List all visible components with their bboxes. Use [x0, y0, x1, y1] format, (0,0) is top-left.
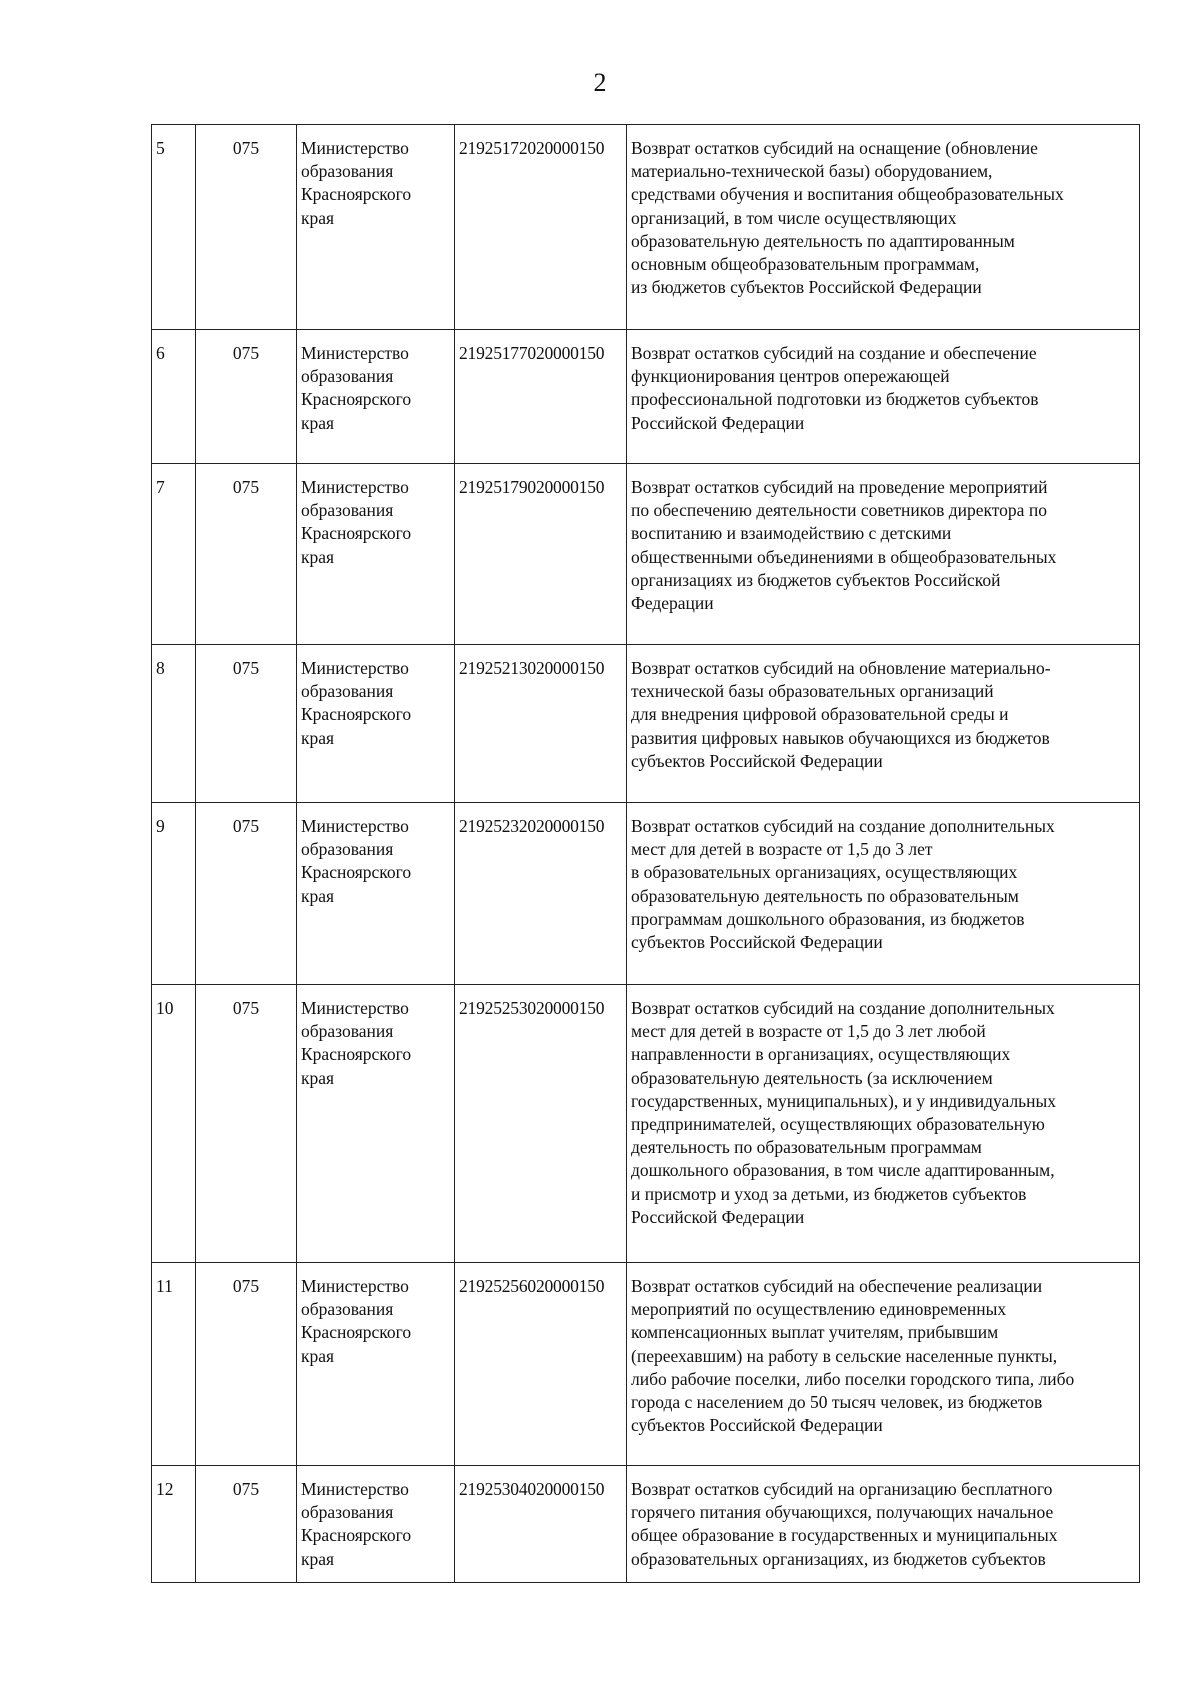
- admin-code: 075: [196, 645, 297, 803]
- description-line: мест для детей в возрасте от 1,5 до 3 лет: [631, 839, 933, 860]
- description-line: (переехавшим) на работу в сельские населенные пункты,: [631, 1345, 1058, 1366]
- organization-line: Министерство: [301, 477, 409, 497]
- description-line: образовательную деятельность (за исключением: [631, 1067, 993, 1088]
- description-line: субъектов Российской Федерации: [631, 932, 883, 953]
- organization-line: Красноярского: [301, 389, 412, 410]
- organization-line: края: [301, 1067, 335, 1088]
- table-row: [152, 1466, 1140, 1583]
- description-line: дошкольного образования, в том числе адаптированным,: [631, 1160, 1055, 1181]
- admin-code: 075: [196, 330, 297, 464]
- description-line: технической базы образовательных организаций: [631, 681, 994, 702]
- row-number: 12: [152, 1466, 196, 1583]
- description-line: воспитанию и взаимодействию с детскими: [631, 523, 952, 544]
- budget-classification-code: 21925179020000150: [455, 464, 627, 645]
- income-description: [627, 125, 1140, 330]
- organization-line: Министерство: [301, 816, 409, 836]
- organization-line: Министерство: [301, 998, 409, 1018]
- admin-code: 075: [196, 985, 297, 1263]
- organization-line: образования: [301, 366, 394, 387]
- organization-line: образования: [301, 161, 394, 182]
- organization-name: [297, 985, 455, 1263]
- description-line: Возврат остатков субсидий на обновление материально-: [631, 658, 1051, 678]
- description-line: предпринимателей, осуществляющих образовательную: [631, 1114, 1045, 1135]
- budget-classification-code: 21925253020000150: [455, 985, 627, 1263]
- budget-codes-table: [151, 124, 1140, 1583]
- description-line: субъектов Российской Федерации: [631, 1415, 883, 1436]
- description-line: мест для детей в возрасте от 1,5 до 3 лет любой: [631, 1021, 986, 1042]
- organization-line: Красноярского: [301, 1525, 412, 1546]
- organization-line: образования: [301, 1021, 394, 1042]
- description-line: для внедрения цифровой образовательной среды и: [631, 704, 1009, 725]
- description-line: Российской Федерации: [631, 412, 805, 433]
- description-line: по обеспечению деятельности советников директора по: [631, 500, 1047, 521]
- budget-classification-code: 21925213020000150: [455, 645, 627, 803]
- table-row: [152, 985, 1140, 1263]
- description-line: Возврат остатков субсидий на проведение мероприятий: [631, 477, 1048, 497]
- description-line: горячего питания обучающихся, получающих начальное: [631, 1502, 1054, 1523]
- description-line: образовательную деятельность по адаптированным: [631, 230, 1015, 251]
- description-line: Возврат остатков субсидий на организацию бесплатного: [631, 1479, 1053, 1499]
- table-row: [152, 330, 1140, 464]
- description-line: Возврат остатков субсидий на создание дополнительных: [631, 998, 1055, 1018]
- description-line: Российской Федерации: [631, 1206, 805, 1227]
- description-line: мероприятий по осуществлению единовременных: [631, 1299, 1007, 1320]
- organization-name: [297, 803, 455, 985]
- table-row: [152, 645, 1140, 803]
- page-number: 2: [593, 68, 607, 97]
- income-description: [627, 330, 1140, 464]
- description-line: направленности в организациях, осуществляющих: [631, 1044, 1011, 1065]
- description-line: развития цифровых навыков обучающихся из бюджетов: [631, 727, 1050, 748]
- table-row: [152, 803, 1140, 985]
- organization-line: Министерство: [301, 658, 409, 678]
- description-line: профессиональной подготовки из бюджетов субъектов: [631, 389, 1039, 410]
- organization-line: края: [301, 727, 335, 748]
- table-row: [152, 125, 1140, 330]
- organization-line: Красноярского: [301, 184, 412, 205]
- organization-line: образования: [301, 681, 394, 702]
- income-description: [627, 1466, 1140, 1583]
- organization-name: [297, 330, 455, 464]
- admin-code: 075: [196, 1263, 297, 1466]
- admin-code: 075: [196, 464, 297, 645]
- organization-line: края: [301, 546, 335, 567]
- row-number: 5: [152, 125, 196, 330]
- organization-line: Красноярского: [301, 704, 412, 725]
- admin-code: 075: [196, 803, 297, 985]
- description-line: образовательных организациях, из бюджетов субъектов: [631, 1548, 1046, 1569]
- description-line: компенсационных выплат учителям, прибывшим: [631, 1322, 999, 1343]
- admin-code: 075: [196, 125, 297, 330]
- description-line: государственных, муниципальных), и у индивидуальных: [631, 1090, 1057, 1111]
- income-description: [627, 803, 1140, 985]
- table-row: [152, 464, 1140, 645]
- description-line: субъектов Российской Федерации: [631, 750, 883, 771]
- description-line: основным общеобразовательным программам,: [631, 254, 980, 275]
- description-line: Федерации: [631, 593, 714, 614]
- organization-line: Красноярского: [301, 523, 412, 544]
- description-line: Возврат остатков субсидий на оснащение (обновление: [631, 138, 1038, 158]
- organization-line: края: [301, 412, 335, 433]
- description-line: из бюджетов субъектов Российской Федерации: [631, 277, 982, 298]
- organization-name: [297, 125, 455, 330]
- income-description: [627, 985, 1140, 1263]
- income-description: [627, 464, 1140, 645]
- description-line: Возврат остатков субсидий на создание и обеспечение: [631, 343, 1037, 363]
- organization-line: Министерство: [301, 138, 409, 158]
- organization-name: [297, 1466, 455, 1583]
- description-line: деятельность по образовательным программам: [631, 1137, 982, 1158]
- budget-classification-code: 21925256020000150: [455, 1263, 627, 1466]
- income-description: [627, 645, 1140, 803]
- row-number: 8: [152, 645, 196, 803]
- description-line: Возврат остатков субсидий на обеспечение реализации: [631, 1276, 1043, 1296]
- budget-classification-code: 21925232020000150: [455, 803, 627, 985]
- description-line: организациях из бюджетов субъектов Российской: [631, 569, 1001, 590]
- budget-classification-code: 21925172020000150: [455, 125, 627, 330]
- description-line: и присмотр и уход за детьми, из бюджетов субъектов: [631, 1183, 1027, 1204]
- description-line: общее образование в государственных и муниципальных: [631, 1525, 1058, 1546]
- description-line: средствами обучения и воспитания общеобразовательных: [631, 184, 1064, 205]
- organization-line: Красноярского: [301, 862, 412, 883]
- description-line: либо рабочие поселки, либо поселки городского типа, либо: [631, 1368, 1075, 1389]
- organization-line: Министерство: [301, 1479, 409, 1499]
- admin-code: 075: [196, 1466, 297, 1583]
- table-row: [152, 1263, 1140, 1466]
- description-line: общественными объединениями в общеобразовательных: [631, 546, 1057, 567]
- row-number: 11: [152, 1263, 196, 1466]
- description-line: организаций, в том числе осуществляющих: [631, 207, 957, 228]
- row-number: 6: [152, 330, 196, 464]
- budget-classification-code: 21925304020000150: [455, 1466, 627, 1583]
- income-description: [627, 1263, 1140, 1466]
- organization-line: Красноярского: [301, 1322, 412, 1343]
- description-line: программам дошкольного образования, из бюджетов: [631, 908, 1025, 929]
- organization-line: образования: [301, 839, 394, 860]
- organization-line: Красноярского: [301, 1044, 412, 1065]
- organization-line: образования: [301, 500, 394, 521]
- description-line: образовательную деятельность по образовательным: [631, 885, 1019, 906]
- organization-line: края: [301, 1548, 335, 1569]
- organization-line: края: [301, 1345, 335, 1366]
- description-line: материально-технической базы) оборудованием,: [631, 161, 993, 182]
- budget-classification-code: 21925177020000150: [455, 330, 627, 464]
- organization-name: [297, 645, 455, 803]
- organization-line: края: [301, 207, 335, 228]
- description-line: функционирования центров опережающей: [631, 366, 950, 387]
- organization-line: Министерство: [301, 1276, 409, 1296]
- row-number: 10: [152, 985, 196, 1263]
- organization-line: образования: [301, 1502, 394, 1523]
- row-number: 9: [152, 803, 196, 985]
- organization-name: [297, 1263, 455, 1466]
- description-line: в образовательных организациях, осуществляющих: [631, 862, 1018, 883]
- organization-line: образования: [301, 1299, 394, 1320]
- organization-line: края: [301, 885, 335, 906]
- table-body: [152, 125, 1140, 1583]
- organization-name: [297, 464, 455, 645]
- organization-line: Министерство: [301, 343, 409, 363]
- description-line: Возврат остатков субсидий на создание дополнительных: [631, 816, 1055, 836]
- description-line: города с населением до 50 тысяч человек, из бюджетов: [631, 1392, 1043, 1413]
- row-number: 7: [152, 464, 196, 645]
